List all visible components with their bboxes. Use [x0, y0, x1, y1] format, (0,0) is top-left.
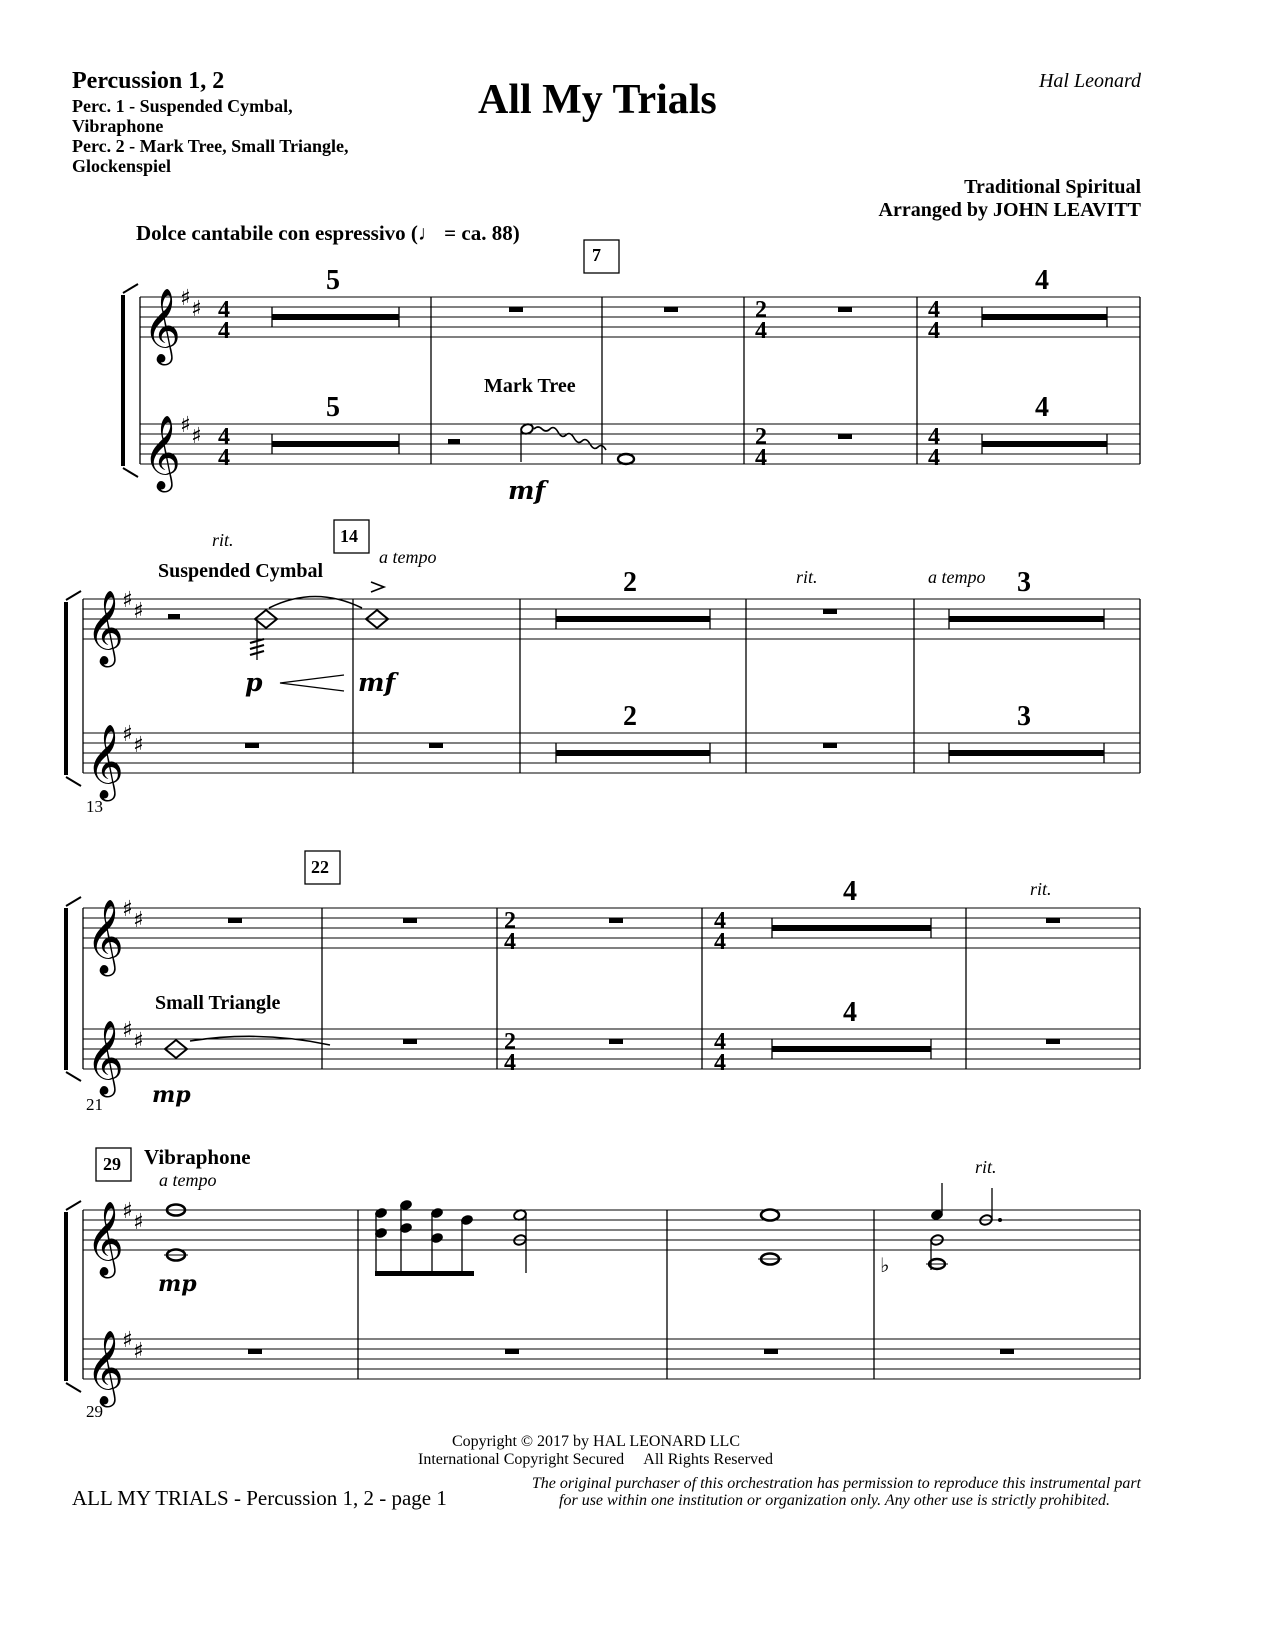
svg-text:4: 4	[928, 297, 940, 323]
svg-text:♯: ♯	[133, 1210, 144, 1235]
system-3	[66, 897, 1140, 1081]
svg-text:2: 2	[755, 297, 767, 323]
label-small-triangle: Small Triangle	[155, 992, 281, 1014]
dynamic-mp: mp	[158, 1271, 197, 1297]
svg-text:4: 4	[504, 929, 516, 955]
svg-text:♭: ♭	[880, 1253, 890, 1277]
multirest-count: 3	[1017, 567, 1031, 598]
svg-text:𝄞: 𝄞	[143, 416, 181, 490]
svg-text:♯: ♯	[133, 1339, 144, 1364]
multirest-count: 4	[1035, 265, 1049, 296]
a-tempo-marking: a tempo	[379, 547, 437, 567]
svg-text:♯: ♯	[191, 424, 202, 449]
instrument-line-1: Perc. 1 - Suspended Cymbal,	[72, 96, 293, 116]
measure-number-13: 13	[86, 797, 103, 816]
dynamic-mp: mp	[152, 1082, 191, 1108]
svg-text:♯: ♯	[191, 297, 202, 322]
notice-line-1: The original purchaser of this orchestration has permission to reproduce this instrumental part	[531, 1475, 1141, 1492]
multirest-count: 4	[1035, 392, 1049, 423]
multirest-count: 2	[623, 567, 637, 598]
svg-text:4: 4	[218, 424, 230, 450]
dynamic-mf: mf	[508, 476, 546, 505]
arranger: Arranged by JOHN LEAVITT	[878, 199, 1141, 221]
svg-text:4: 4	[928, 318, 940, 344]
svg-text:4: 4	[218, 318, 230, 344]
rehearsal-14: 14	[340, 526, 358, 546]
svg-text:♯: ♯	[122, 1328, 133, 1353]
label-suspended-cymbal: Suspended Cymbal	[158, 560, 324, 582]
svg-text:♯: ♯	[122, 588, 133, 613]
svg-text:♯: ♯	[133, 733, 144, 758]
rehearsal-29: 29	[103, 1154, 121, 1174]
svg-text:𝄞: 𝄞	[86, 1331, 124, 1405]
svg-text:4: 4	[218, 297, 230, 323]
svg-text:4: 4	[504, 1050, 516, 1076]
publisher: Hal Leonard	[1038, 70, 1141, 92]
svg-text:𝄞: 𝄞	[143, 289, 181, 363]
dynamic-p: p	[245, 668, 263, 697]
piece-title: All My Trials	[478, 77, 717, 123]
dynamic-mf: mf	[358, 668, 396, 697]
svg-text:4: 4	[218, 445, 230, 471]
instrument-line-2: Vibraphone	[72, 116, 164, 136]
a-tempo-marking: a tempo	[928, 567, 986, 587]
multirest-count: 5	[326, 392, 340, 423]
svg-text:𝄞: 𝄞	[86, 1021, 124, 1095]
instrument-line-3: Perc. 2 - Mark Tree, Small Triangle,	[72, 136, 349, 156]
multirest-count: 5	[326, 265, 340, 296]
copyright-line-1: Copyright © 2017 by HAL LEONARD LLC	[452, 1433, 740, 1450]
measure-number-29: 29	[86, 1402, 103, 1421]
rit-marking: rit.	[796, 567, 818, 587]
multirest-count: 4	[843, 997, 857, 1028]
key-signatures	[122, 286, 889, 1364]
svg-text:𝄞: 𝄞	[86, 1202, 124, 1276]
svg-text:♯: ♯	[180, 413, 191, 438]
svg-text:𝄞: 𝄞	[86, 725, 124, 799]
label-mark-tree: Mark Tree	[484, 375, 576, 397]
multirest-count: 3	[1017, 701, 1031, 732]
rit-marking: rit.	[975, 1157, 997, 1177]
system-4	[66, 1183, 1140, 1392]
label-vibraphone: Vibraphone	[144, 1145, 251, 1169]
instrument-line-4: Glockenspiel	[72, 156, 172, 176]
svg-text:♯: ♯	[122, 1199, 133, 1224]
svg-text:2: 2	[504, 1029, 516, 1055]
rehearsal-22: 22	[311, 857, 329, 877]
svg-text:4: 4	[714, 1029, 726, 1055]
page-label: ALL MY TRIALS - Percussion 1, 2 - page 1	[72, 1486, 447, 1510]
a-tempo-marking: a tempo	[159, 1170, 217, 1190]
svg-text:♯: ♯	[133, 1029, 144, 1054]
svg-text:4: 4	[714, 1050, 726, 1076]
svg-text:4: 4	[755, 445, 767, 471]
tempo-marking: Dolce cantabile con espressivo (♩ = ca. 88)	[136, 221, 520, 245]
svg-text:4: 4	[714, 908, 726, 934]
svg-text:𝄞: 𝄞	[86, 591, 124, 665]
rit-marking: rit.	[212, 530, 234, 550]
copyright-line-2: International Copyright Secured All Rights Reserved	[418, 1451, 774, 1468]
part-title: Percussion 1, 2	[72, 68, 225, 94]
svg-text:4: 4	[928, 424, 940, 450]
system-1	[123, 284, 1140, 477]
notice-line-2: for use within one institution or organization only. Any other use is strictly prohibited.	[559, 1492, 1110, 1509]
multirest-count: 2	[623, 701, 637, 732]
measure-number-21: 21	[86, 1095, 103, 1114]
svg-text:♯: ♯	[122, 722, 133, 747]
svg-text:♯: ♯	[133, 908, 144, 933]
svg-text:4: 4	[755, 318, 767, 344]
rehearsal-7: 7	[592, 245, 601, 265]
composer: Traditional Spiritual	[964, 176, 1141, 198]
rit-marking: rit.	[1030, 879, 1052, 899]
svg-text:♯: ♯	[122, 897, 133, 922]
svg-text:♯: ♯	[133, 599, 144, 624]
svg-text:𝄞: 𝄞	[86, 900, 124, 974]
svg-text:♯: ♯	[122, 1018, 133, 1043]
svg-text:2: 2	[755, 424, 767, 450]
multirest-count: 4	[843, 876, 857, 907]
svg-text:4: 4	[928, 445, 940, 471]
svg-text:2: 2	[504, 908, 516, 934]
system-2	[66, 582, 1140, 786]
svg-text:4: 4	[714, 929, 726, 955]
svg-text:♯: ♯	[180, 286, 191, 311]
